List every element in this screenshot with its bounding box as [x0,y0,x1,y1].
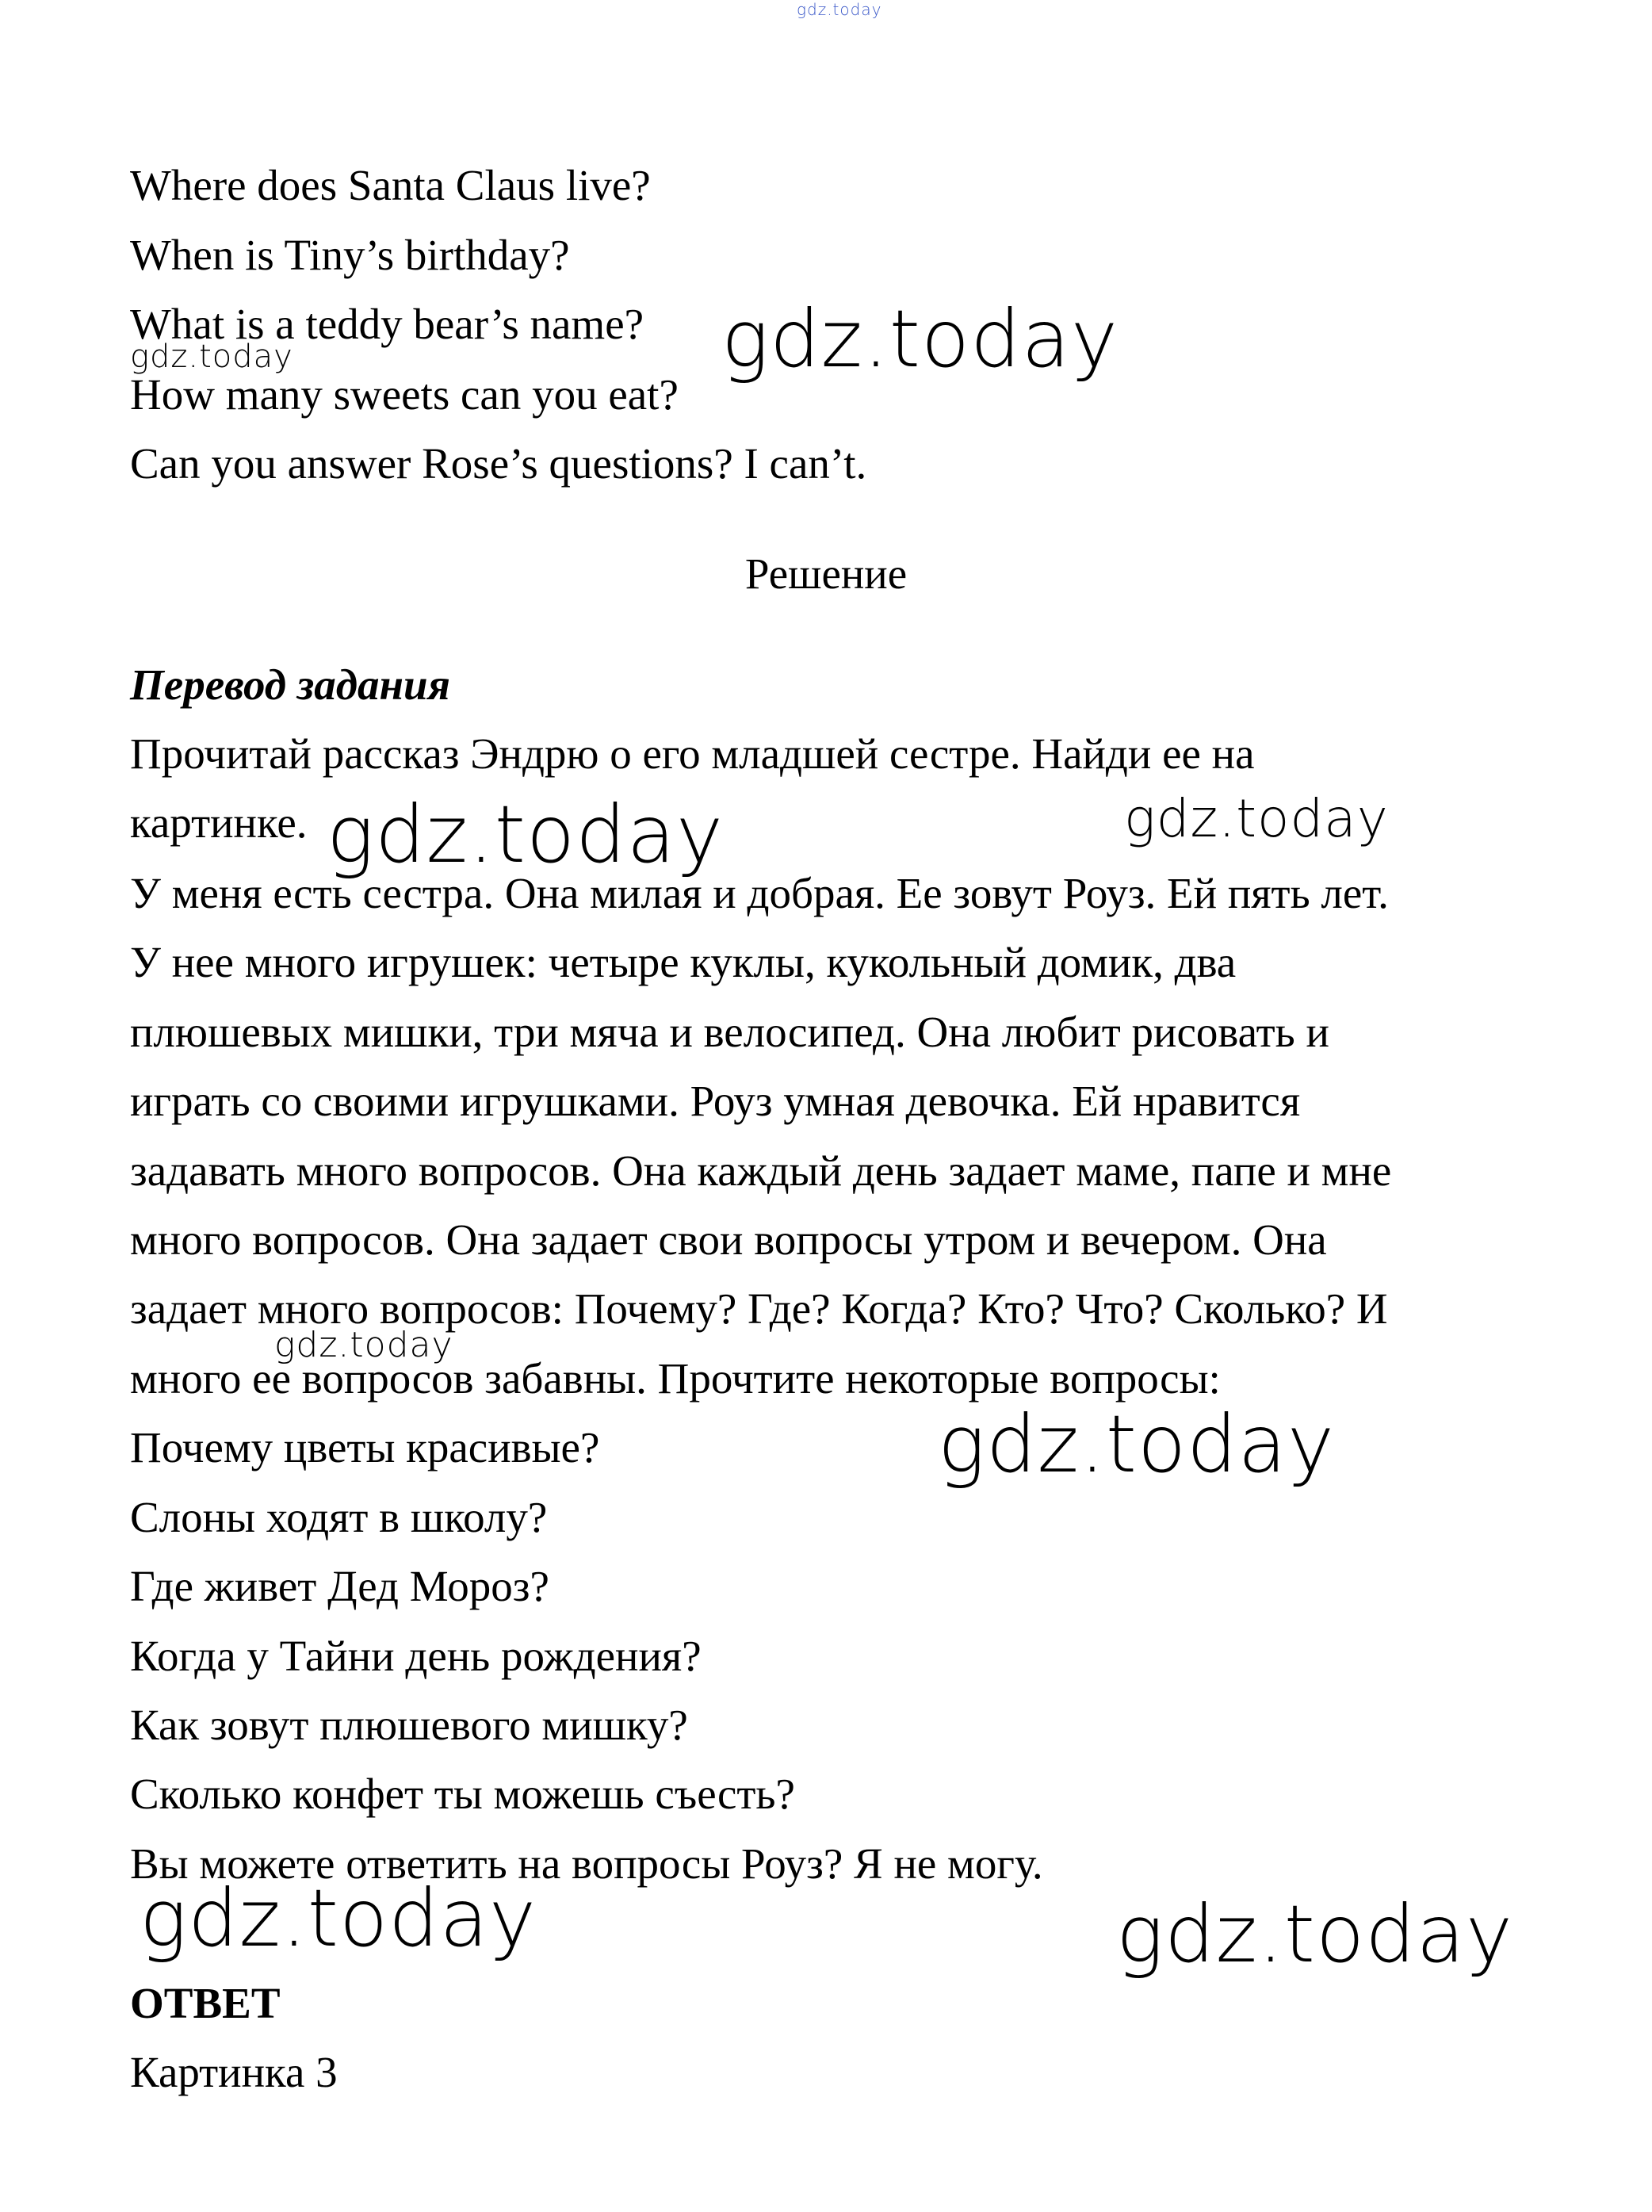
english-line-2: When is Tiny’s birthday? [130,231,570,279]
translation-line-5: плюшевых мишки, три мяча и велосипед. Она любит рисовать и [130,1008,1329,1056]
translation-line-12: Слоны ходят в школу? [130,1493,548,1541]
translation-line-3: У меня есть сестра. Она милая и добрая. Ее зовут Роуз. Ей пять лет. [130,869,1389,917]
watermark-large-3: gdz.today [938,1398,1336,1491]
watermark-large-4: gdz.today [140,1872,537,1965]
translation-line-7: задавать много вопросов. Она каждый день задает маме, папе и мне [130,1146,1392,1195]
english-line-4: How many sweets can you eat? [130,370,679,419]
translation-line-15: Как зовут плюшевого мишку? [130,1701,688,1749]
watermark-small-2: gdz.today [274,1325,453,1365]
english-line-5: Can you answer Rose’s questions? I can’t. [130,439,867,488]
translation-line-17: Вы можете ответить на вопросы Роуз? Я не могу. [130,1839,1043,1888]
answer-heading: ОТВЕТ [130,1979,281,2027]
translation-line-10: много ее вопросов забавны. Прочтите некоторые вопросы: [130,1354,1221,1403]
translation-line-2: картинке. [130,798,308,847]
translation-line-11: Почему цветы красивые? [130,1423,600,1471]
translation-line-8: много вопросов. Она задает свои вопросы утром и вечером. Она [130,1215,1327,1264]
watermark-medium-1: gdz.today [1124,788,1389,849]
watermark-large-1: gdz.today [721,293,1119,385]
translation-line-16: Сколько конфет ты можешь съесть? [130,1770,795,1818]
solution-heading: Решение [744,549,908,598]
translation-line-14: Когда у Тайни день рождения? [130,1632,702,1680]
english-line-3: What is a teddy bear’s name? [130,300,644,348]
watermark-large-5: gdz.today [1116,1888,1514,1980]
english-line-1: Where does Santa Claus live? [130,161,651,209]
translation-line-4: У нее много игрушек: четыре куклы, кукольный домик, два [130,938,1237,986]
watermark-small-1: gdz.today [130,339,293,375]
watermark-large-2: gdz.today [327,788,725,881]
watermark-top: gdz.today [797,0,882,19]
translation-heading: Перевод задания [130,660,450,709]
translation-line-9: задает много вопросов: Почему? Где? Когда? Кто? Что? Сколько? И [130,1284,1388,1333]
translation-line-13: Где живет Дед Мороз? [130,1562,549,1610]
translation-line-6: играть со своими игрушками. Роуз умная девочка. Ей нравится [130,1077,1301,1125]
translation-line-1: Прочитай рассказ Эндрю о его младшей сестре. Найди ее на [130,729,1255,778]
answer-text: Картинка 3 [130,2048,338,2096]
